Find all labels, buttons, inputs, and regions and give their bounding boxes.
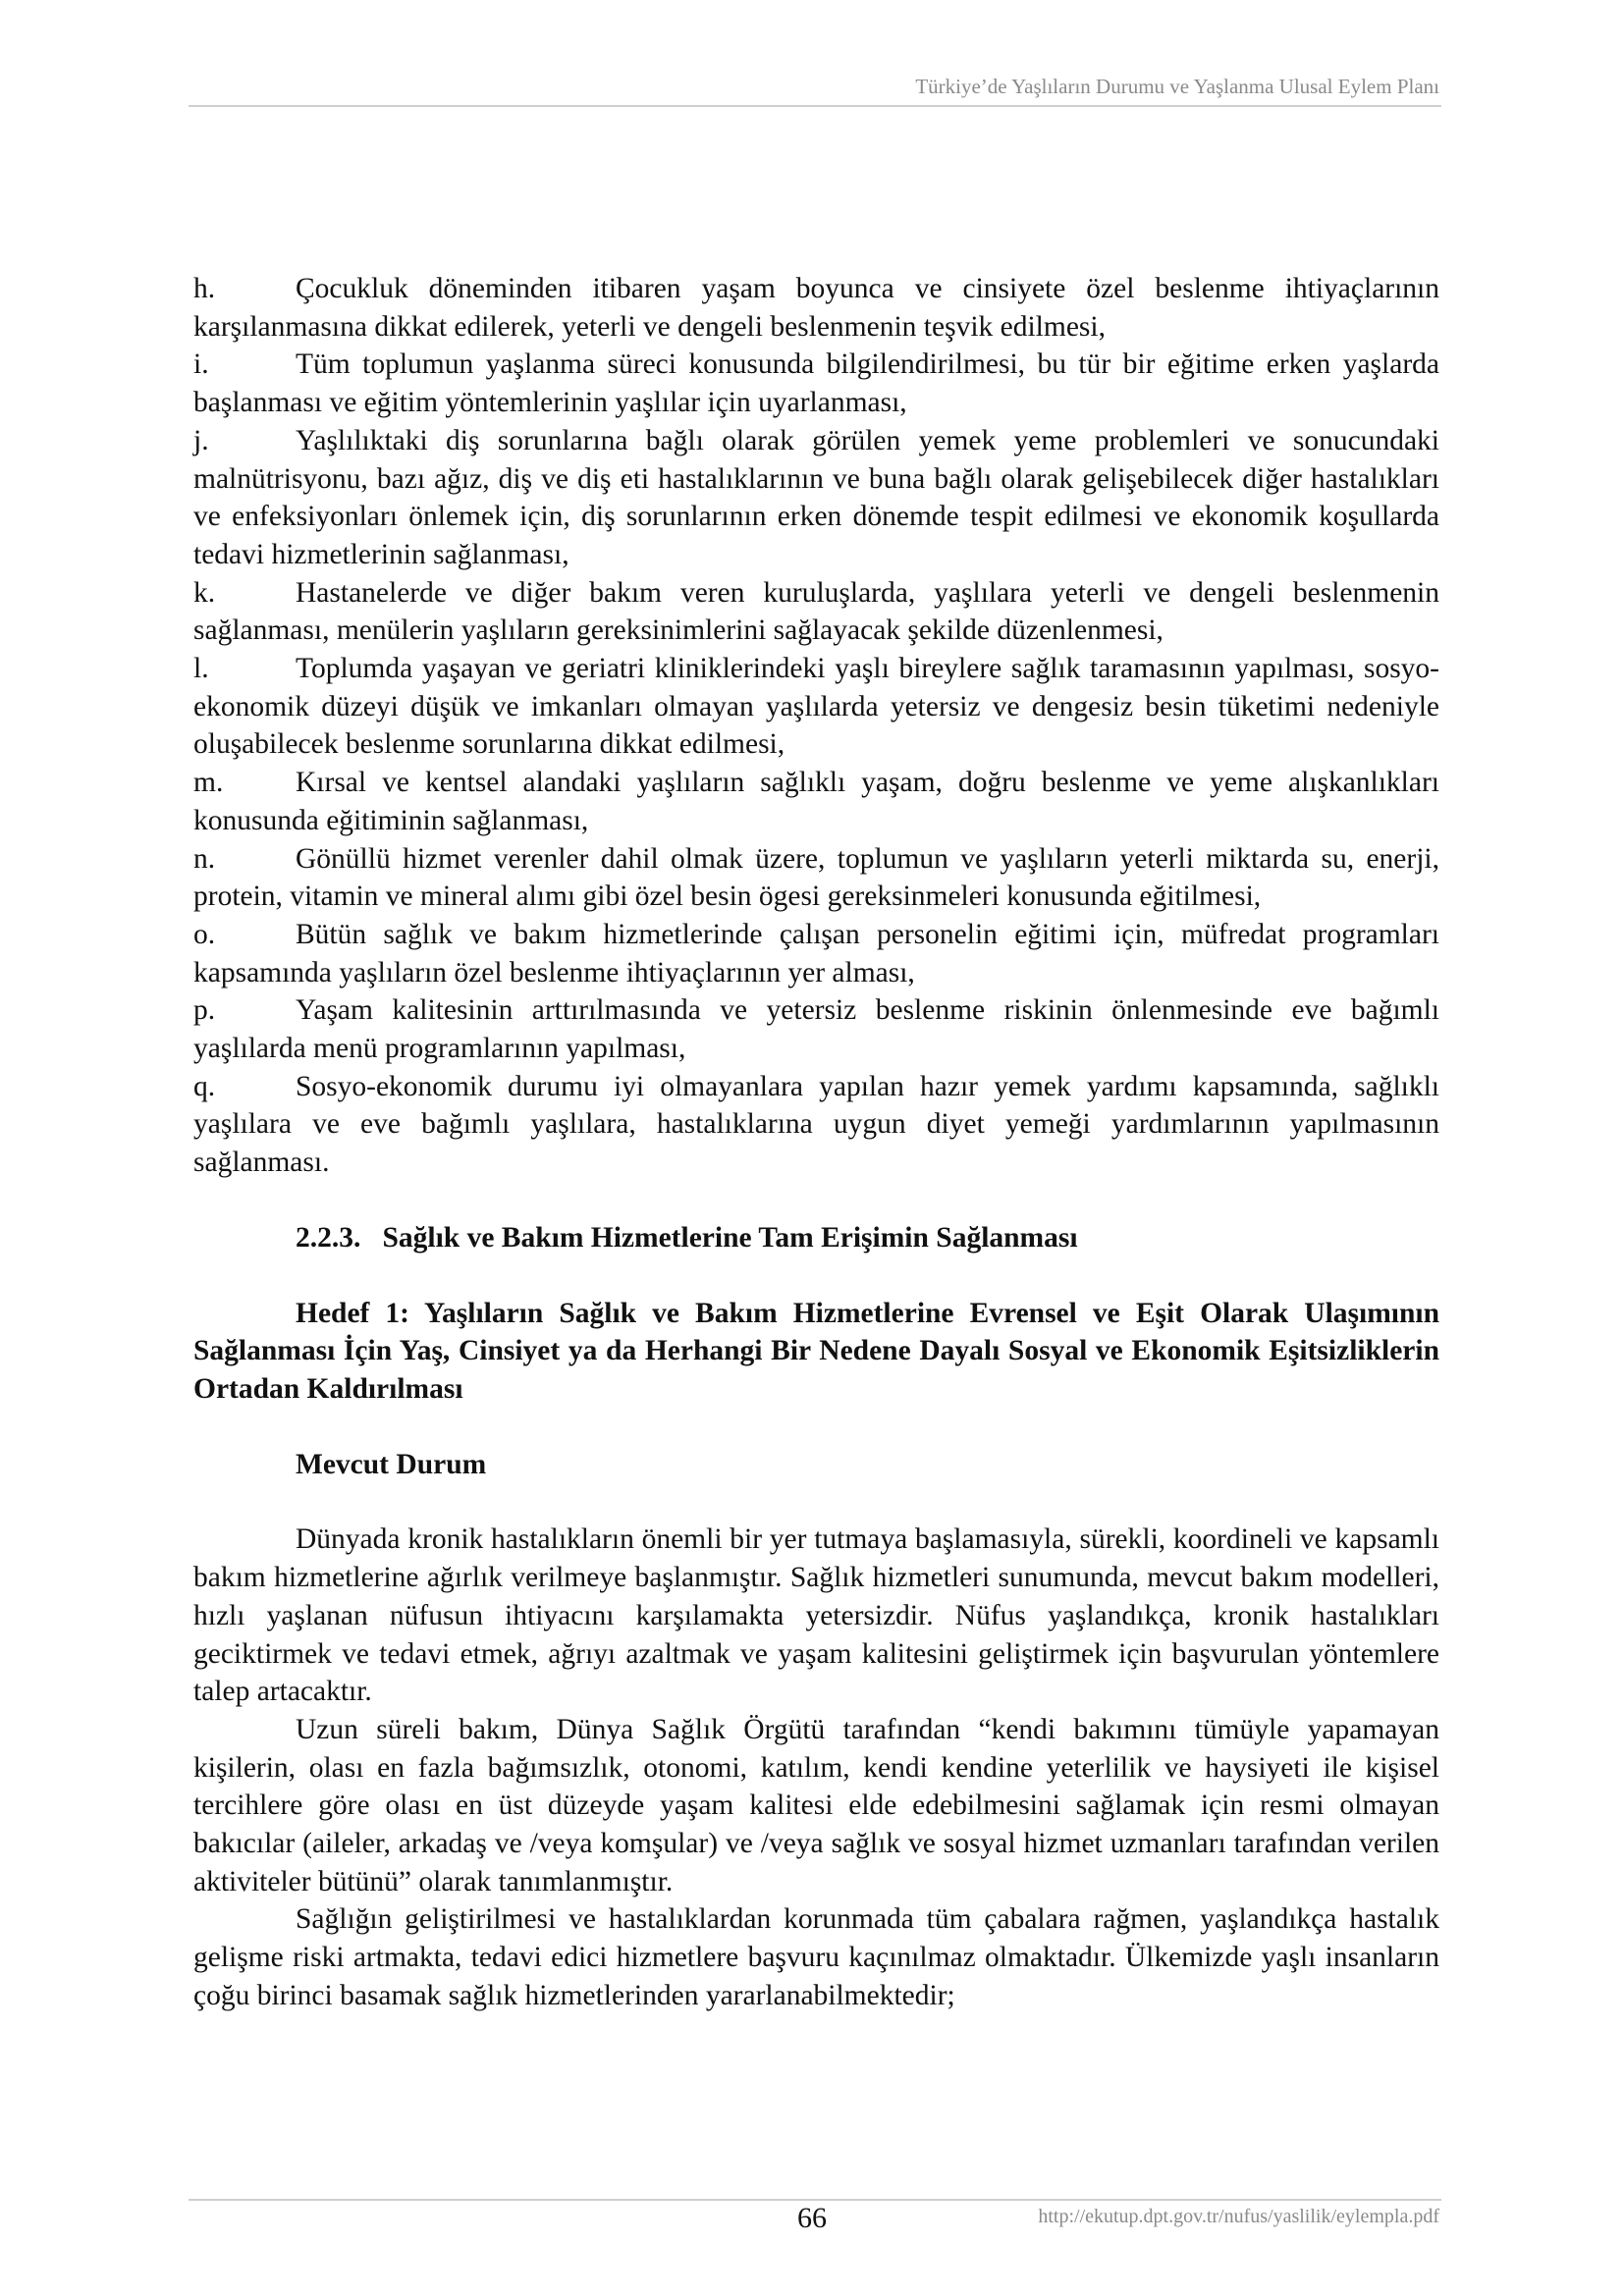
list-item-label: m.: [193, 767, 224, 799]
section-number: 2.2.3.: [296, 1221, 361, 1254]
list-item: [193, 346, 1439, 421]
list-item-text: Bütün sağlık ve bakım hizmetlerinde çalışan personelin eğitimi için, müfredat programları kapsamında yaşlıların özel beslenme ihtiyaçlarının yer alması,: [193, 918, 1439, 988]
list-item-text: Tüm toplumun yaşlanma süreci konusunda bilgilendirilmesi, bu tür bir eğitime erken yaşlarda başlanması ve eğitim yöntemlerinin yaşlılar için uyarlanması,: [193, 348, 1439, 419]
section-title: Sağlık ve Bakım Hizmetlerine Tam Erişimin Sağlanması: [382, 1221, 1078, 1254]
page-number: 66: [797, 2202, 827, 2234]
list-item-text: Toplumda yaşayan ve geriatri kliniklerindeki yaşlı bireylere sağlık taramasının yapılması, sosyo-ekonomik düzeyi düşük ve imkanları olmayan yaşlılarda yetersiz ve dengesiz besin tüketimi nedeniyle oluşabilecek beslenme sorunlarına dikkat edilmesi,: [193, 653, 1439, 761]
list-item: [193, 840, 1439, 916]
list-item-text: Yaşam kalitesinin arttırılmasında ve yetersiz beslenme riskinin önlenmesinde eve bağımlı yaşlılarda menü programlarının yapılması,: [193, 994, 1439, 1065]
list-item-text: Hastanelerde ve diğer bakım veren kuruluşlarda, yaşlılara yeterli ve dengeli beslenmenin sağlanması, menülerin yaşlıların gereksinimlerini sağlayacak şekilde düzenlenmesi,: [193, 576, 1439, 647]
list-item-label: h.: [193, 273, 216, 304]
list-item-label: q.: [193, 1070, 216, 1102]
list-item: [193, 574, 1439, 650]
list-item-label: l.: [193, 653, 209, 685]
spacer: [193, 1182, 1439, 1219]
list-item: [193, 422, 1439, 574]
section-heading: [193, 1219, 1439, 1257]
list-item-text: Çocukluk döneminden itibaren yaşam boyunca ve cinsiyete özel beslenme ihtiyaçlarının karşılanmasına dikkat edilerek, yeterli ve dengeli beslenmenin teşvik edilmesi,: [193, 273, 1439, 343]
list-item-label: k.: [193, 576, 216, 609]
footer-rule: [189, 2199, 1441, 2201]
running-header: Türkiye’de Yaşlıların Durumu ve Yaşlanma Ulusal Eylem Planı: [915, 75, 1439, 98]
list-item: [193, 991, 1439, 1067]
paragraph: Dünyada kronik hastalıkların önemli bir yer tutmaya başlamasıyla, sürekli, koordineli ve kapsamlı bakım hizmetlerine ağırlık verilmeye başlanmıştır. Sağlık hizmetleri sunumunda, mevcut bakım modelleri, hızlı yaşlanan nüfusun ihtiyacını karşılamakta yetersizdir. Nüfus yaşlandıkça, kronik hastalıkları geciktirmek ve tedavi etmek, ağrıyı azaltmak ve yaşam kalitesini geliştirmek için başvurulan yöntemlere talep artacaktır.: [193, 1523, 1439, 1708]
list-item-label: p.: [193, 994, 216, 1027]
list-item: [193, 650, 1439, 764]
spacer: [193, 1483, 1439, 1521]
list-item-text: Gönüllü hizmet verenler dahil olmak üzere, toplumun ve yaşlıların yeterli miktarda su, enerji, protein, vitamin ve mineral alımı gibi özel besin ögesi gereksinmeleri konusunda eğitilmesi,: [193, 842, 1439, 913]
page-body: [193, 270, 1439, 2015]
list-item-label: i.: [193, 348, 209, 381]
goal-heading: Hedef 1: Yaşlıların Sağlık ve Bakım Hizmetlerine Evrensel ve Eşit Olarak Ulaşımının Sağlanması İçin Yaş, Cinsiyet ya da Herhangi Bir Nedene Dayalı Sosyal ve Ekonomik Eşitsizliklerin Ortadan Kaldırılması: [193, 1297, 1439, 1405]
list-item: [193, 270, 1439, 346]
spacer: [193, 1257, 1439, 1295]
subheading: Mevcut Durum: [296, 1448, 487, 1480]
list-item-text: Kırsal ve kentsel alandaki yaşlıların sağlıklı yaşam, doğru beslenme ve yeme alışkanlıkları konusunda eğitiminin sağlanması,: [193, 767, 1439, 836]
list-item: [193, 764, 1439, 839]
list-item: [193, 1068, 1439, 1182]
list-item-text: Yaşlılıktaki diş sorunlarına bağlı olarak görülen yemek yeme problemleri ve sonucundaki malnütrisyonu, bazı ağız, diş ve diş eti hastalıklarının ve buna bağlı olarak gelişebilecek diğer hastalıkları ve enfeksiyonları önlemek için, diş sorunlarının erken dönemde tespit edilmesi ve ekonomik koşullarda tedavi hizmetlerinin sağlanması,: [193, 424, 1439, 570]
spacer: [193, 1409, 1439, 1446]
list-item-label: o.: [193, 918, 216, 950]
paragraph: Uzun süreli bakım, Dünya Sağlık Örgütü tarafından “kendi bakımını tümüyle yapamayan kişilerin, olası en fazla bağımsızlık, otonomi, katılım, kendi kendine yeterlilik ve haysiyeti ile kişisel tercihlere göre olası en üst düzeyde yaşam kalitesi elde edebilmesini sağlamak için resmi olmayan bakıcılar (aileler, arkadaş ve /veya komşular) ve /veya sağlık ve sosyal hizmet uzmanları tarafından verilen aktiviteler bütünü” olarak tanımlanmıştır.: [193, 1713, 1439, 1897]
list-item-label: n.: [193, 842, 216, 875]
paragraph: Sağlığın geliştirilmesi ve hastalıklardan korunmada tüm çabalara rağmen, yaşlandıkça hastalık gelişme riski artmakta, tedavi edici hizmetlere başvuru kaçınılmaz olmaktadır. Ülkemizde yaşlı insanların çoğu birinci basamak sağlık hizmetlerinden yararlanabilmektedir;: [193, 1903, 1439, 2011]
footer-url: http://ekutup.dpt.gov.tr/nufus/yaslilik/eylempla.pdf: [1038, 2206, 1439, 2227]
list-item: [193, 916, 1439, 991]
list-item-text: Sosyo-ekonomik durumu iyi olmayanlara yapılan hazır yemek yardımı kapsamında, sağlıklı yaşlılara ve eve bağımlı yaşlılara, hastalıklarına uygun diyet yemeği yardımlarının yapılmasının sağlanması.: [193, 1070, 1439, 1179]
header-rule: [189, 105, 1441, 107]
list-item-label: j.: [193, 424, 209, 456]
